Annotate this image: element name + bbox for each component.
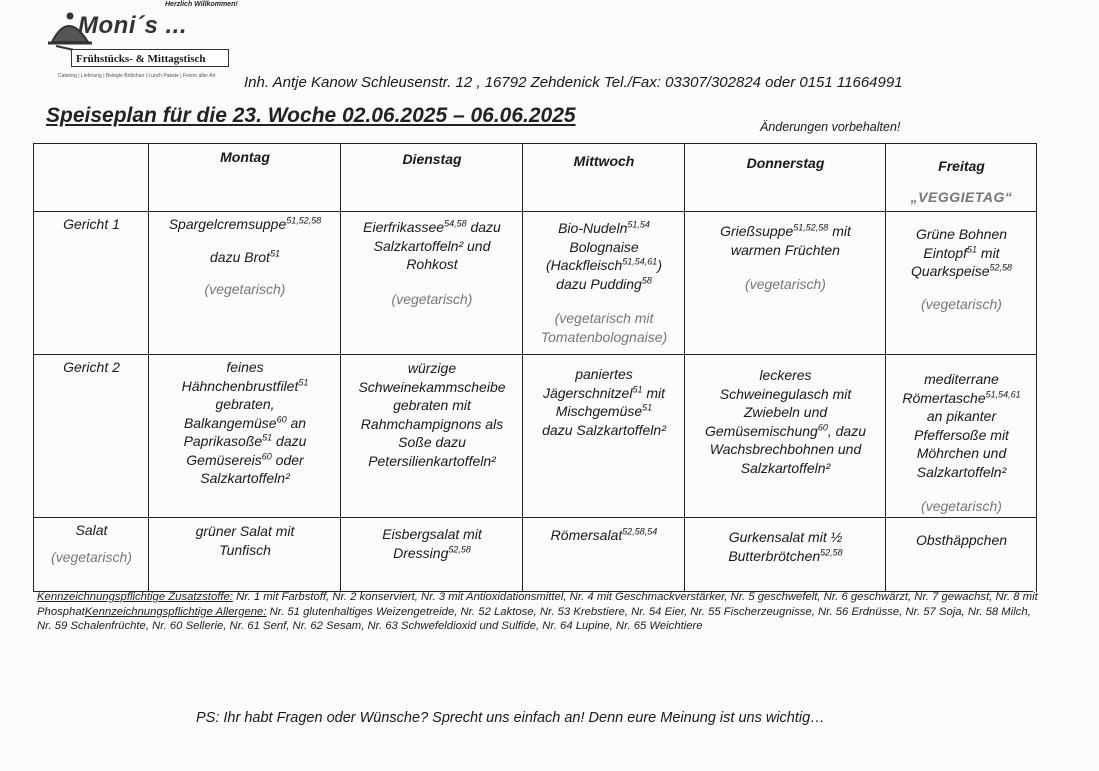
gericht1-donnerstag: Grießsuppe$^{51,52,58}$ mit warmen Früchten (vegetarisch) [720, 222, 851, 292]
legend-allergen-text: Nr. 51 glutenhaltiges Weizengetreide, Nr. 52 Laktose, Nr. 53 Krebstiere, Nr. 54 Eier, Nr. 55 Fischerzeugnisse, Nr. 56 Erdnüsse, Nr. 57 Soja, Nr. 58 Milch, Nr. 59 Schalenfrüchte, Nr. 60 Sellerie, Nr. 61 Senf, Nr. 62 Sesam, Nr. 63 Schwefeldioxid und Sulfide, Nr. 64 Lupine, Nr. 65 Weichtiere [37, 605, 1031, 632]
brand-tagline: Catering | Lieferung | Belegte Brötchen | Lunch Pakete | Feiern aller Art [58, 73, 216, 79]
gericht1-montag: Spargelcremsuppe$^{51,52,58}$ dazu Brot$^{51}$ (vegetarisch) [168, 215, 322, 297]
changes-notice: Änderungen vorbehalten! [760, 120, 901, 134]
day-header-dienstag: Dienstag [402, 151, 462, 167]
legend-zusatz-text: Nr. 1 mit Farbstoff, Nr. 2 konserviert, Nr. 3 mit Antioxidationsmittel, Nr. 4 mit Geschmackverstärker, Nr. 5 geschwefelt, Nr. 6 geschwärzt, Nr. 7 gewachst, Nr. 8 mit Phosphat [37, 591, 1038, 618]
owner-address-line: Inh. Antje Kanow Schleusenstr. 12 , 16792 Zehdenick Tel./Fax: 03307/302824 oder 0151 11664991 [244, 74, 903, 91]
salat-freitag: Obsthäppchen [915, 532, 1008, 548]
row-label-salat: Salat (vegetarisch) [51, 522, 132, 565]
salat-montag: grüner Salat mit Tunfisch [195, 523, 295, 558]
row-label-gericht2: Gericht 2 [63, 359, 120, 375]
day-header-freitag: Freitag „VEGGIETAG“ [887, 157, 1036, 206]
day-header-montag: Montag [220, 149, 270, 165]
gericht2-donnerstag: leckeres Schweinegulasch mit Zwiebeln und Gemüsemischung$^{60}$, dazu Wachsbrechbohnen und Salzkartoffeln² [705, 367, 866, 476]
veggietag-note: „VEGGIETAG“ [910, 188, 1013, 205]
gericht1-mittwoch: Bio-Nudeln$^{51,54}$ Bolognaise (Hackfleisch$^{51,54,61}$) dazu Pudding$^{58}$ (vegetarisch mit Tomatenbolognaise) [540, 219, 668, 345]
welcome-text: Herzlich Willkommen! [165, 1, 238, 8]
legend-text [37, 590, 1047, 634]
page-title: Speiseplan für die 23. Woche 02.06.2025 – 06.06.2025 [46, 104, 576, 127]
brand-name: Moni´s ... [78, 12, 187, 39]
gericht1-dienstag: Eierfrikassee$^{54,58}$ dazu Salzkartoffeln² und Rohkost (vegetarisch) [363, 218, 501, 307]
day-header-mittwoch: Mittwoch [573, 153, 635, 169]
legend-zusatz-label: Kennzeichnungspflichtige Zusatzstoffe: [37, 591, 233, 603]
salat-mittwoch: Römersalat$^{52,58,54}$ [550, 526, 658, 543]
ps-note: PS: Ihr habt Fragen oder Wünsche? Sprecht uns einfach an! Denn eure Meinung ist uns wichtig… [196, 710, 825, 726]
salat-donnerstag: Gurkensalat mit ½ Butterbrötchen$^{52,58}$ [728, 529, 843, 564]
legend-allergen-label: Kennzeichnungspflichtige Allergene: [84, 605, 267, 618]
day-header-donnerstag: Donnerstag [746, 155, 825, 171]
gericht2-freitag: mediterrane Römertasche$^{51,54,61}$ an pikanter Pfeffersoße mit Möhrchen und Salzkartoffeln² (vegetarisch) [902, 371, 1021, 514]
gericht2-dienstag: würzige Schweinekammscheibe gebraten mit Rahmchampignons als Soße dazu Petersilienkartoffeln² [358, 360, 506, 469]
brand-subtitle: Frühstücks- & Mittagstisch [71, 49, 229, 67]
gericht1-freitag: Grüne Bohnen Eintopf$^{51}$ mit Quarkspeise$^{52,58}$ (vegetarisch) [910, 226, 1013, 312]
gericht2-mittwoch: paniertes Jägerschnitzel$^{51}$ mit Mischgemüse$^{51}$ dazu Salzkartoffeln² [542, 366, 666, 438]
salat-dienstag: Eisbergsalat mit Dressing$^{52,58}$ [382, 526, 482, 561]
gericht2-montag: feines Hähnchenbrustfilet$^{51}$ gebraten, Balkangemüse$^{60}$ an Paprikasoße$^{51}$ dazu Gemüsereis$^{60}$ oder Salzkartoffeln² [181, 359, 309, 486]
row-label-gericht1: Gericht 1 [63, 216, 120, 232]
